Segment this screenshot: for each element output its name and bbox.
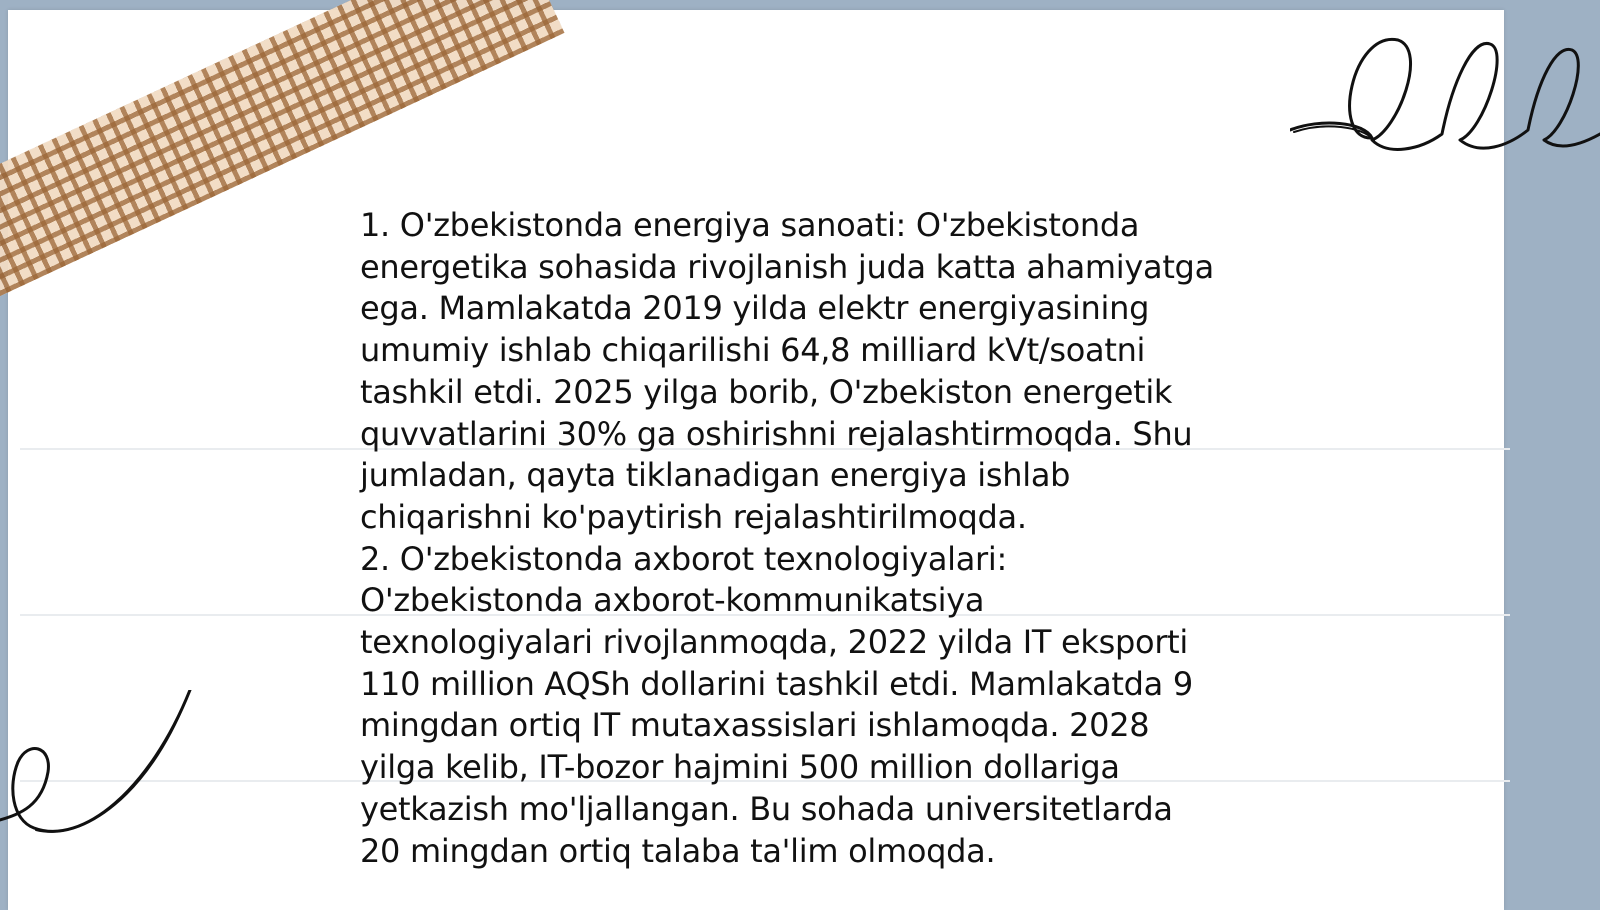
slide-text-block [360, 205, 1260, 872]
check-scribble-icon [0, 690, 210, 860]
paragraph-energy: 1. O'zbekistonda energiya sanoati: O'zbekistonda energetika sohasida rivojlanish juda katta ahamiyatga ega. Mamlakatda 2019 yilda elektr energiyasining umumiy ishlab chiqarilishi 64,8 milliard kVt/soatni tashkil etdi. 2025 yilga borib, O'zbekiston energetik quvvatlarini 30% ga oshirishni rejalashtirmoqda. Shu jumladan, qayta tiklanadigan energiya ishlab chiqarishni ko'paytirish rejalashtirilmoqda. [360, 206, 1214, 536]
paragraph-it: 2. O'zbekistonda axborot texnologiyalari: O'zbekistonda axborot-kommunikatsiya texnologiyalari rivojlanmoqda, 2022 yilda IT eksporti 110 million AQSh dollarini tashkil etdi. Mamlakatda 9 mingdan ortiq IT mutaxassislari ishlamoqda. 2028 yilga kelib, IT-bozor hajmini 500 million dollariga yetkazish mo'ljallangan. Bu sohada universitetlarda 20 mingdan ortiq talaba ta'lim olmoqda. [360, 539, 1193, 870]
loop-scribble-icon [1290, 30, 1600, 170]
